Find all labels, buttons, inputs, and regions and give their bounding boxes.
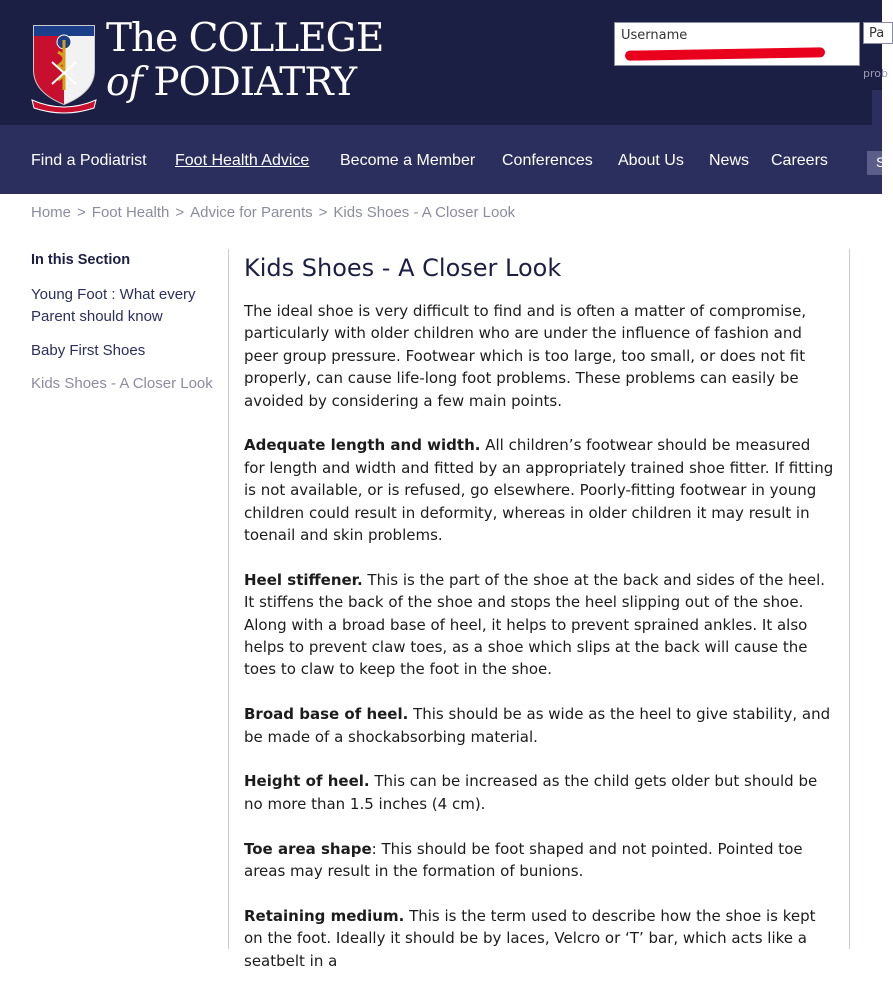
password-input[interactable] — [863, 22, 893, 44]
nav-news[interactable]: News — [709, 152, 750, 169]
nav-conferences[interactable]: Conferences — [502, 152, 593, 169]
breadcrumb-separator: > — [77, 204, 86, 221]
paragraph-heading: Retaining medium. — [244, 906, 405, 925]
paragraph-text: All children’s footwear should be measured for length and width and fitted by an appropriately trained shoe fitter. If fitting is not available, or is refused, go elsewhere. Poorly-fitting footwear in young children could result in deformity, whereas in older children it may result in toenail and skin problems. — [244, 436, 834, 545]
breadcrumb-foot-health[interactable]: Foot Health — [91, 204, 170, 221]
sidebar-title: In this Section — [31, 252, 131, 268]
paragraph-text: : This should be foot shaped and not pointed. Pointed toe areas may result in the formation of bunions. — [244, 839, 803, 881]
breadcrumb — [31, 204, 515, 221]
article-paragraph — [244, 434, 834, 546]
breadcrumb-separator: > — [175, 204, 185, 221]
paragraph-text: This should be as wide as the heel to give stability, and be made of a shockabsorbing material. — [244, 705, 831, 746]
college-crest-logo[interactable] — [30, 22, 98, 112]
sidebar-item-baby-first-shoes[interactable]: Baby First Shoes — [31, 342, 146, 359]
article-paragraph — [244, 703, 834, 748]
paragraph-heading: Broad base of heel. — [244, 705, 409, 724]
breadcrumb-advice-for-parents[interactable]: Advice for Parents — [190, 204, 313, 221]
page-title: Kids Shoes - A Closer Look — [244, 254, 562, 282]
logo-podiatry: PODIATRY — [153, 60, 357, 105]
article-paragraph — [244, 838, 834, 883]
paragraph-heading: Heel stiffener. — [244, 570, 363, 589]
logo-title-line2[interactable] — [106, 60, 356, 105]
paragraph-text: This is the part of the shoe at the back and sides of the heel. It stiffens the back of the shoe and stops the heel slipping out of the shoe. Along with a broad base of heel, it helps to prevent sprained ankles. It also helps to prevent claw toes, as a shoe which slips at the back will cause the toes to claw to keep the foot in the shoe. — [244, 570, 826, 679]
nav-careers[interactable]: Careers — [771, 152, 828, 169]
main-nav — [0, 125, 882, 194]
sidebar-item-young-foot[interactable]: Young Foot : What every Parent should know — [31, 286, 196, 325]
paragraph-heading: Height of heel. — [244, 772, 370, 791]
nav-search-button[interactable] — [867, 151, 886, 175]
article-paragraph — [244, 770, 834, 815]
breadcrumb-separator: > — [318, 204, 328, 221]
paragraph-text: This is the term used to describe how the shoe is kept on the foot. Ideally it should be by laces, Velcro or ‘T’ bar, which acts like a seatbelt in a — [244, 906, 816, 970]
logo-title-line1[interactable]: The COLLEGE — [106, 16, 384, 61]
site-header — [0, 0, 888, 125]
article-intro: The ideal shoe is very difficult to find and is often a matter of compromise, particularly with older children who are under the influence of fashion and peer group pressure. Footwear which is too large, too small, or does not fit properly, can cause life-long foot problems. These problems can easily be avoided by considering a few main points. — [244, 302, 807, 410]
header-tab — [872, 90, 882, 125]
username-label: Username — [621, 28, 688, 43]
redaction-mark — [625, 47, 825, 60]
article-paragraph — [244, 569, 834, 681]
nav-about-us[interactable]: About Us — [618, 152, 684, 169]
article-body — [244, 300, 834, 994]
paragraph-text: This can be increased as the child gets older but should be no more than 1.5 inches (4 cm). — [244, 772, 818, 813]
nav-find-a-podiatrist[interactable]: Find a Podiatrist — [31, 152, 147, 169]
breadcrumb-current: Kids Shoes - A Closer Look — [333, 204, 516, 221]
breadcrumb-home[interactable]: Home — [31, 204, 72, 221]
nav-search-label: S — [876, 154, 886, 170]
paragraph-heading: Adequate length and width. — [244, 436, 481, 455]
login-hint[interactable]: prob — [863, 67, 888, 80]
article-paragraph — [244, 905, 834, 972]
article-container — [228, 249, 850, 970]
nav-become-a-member[interactable]: Become a Member — [340, 152, 476, 169]
logo-of: of — [106, 60, 142, 105]
username-input[interactable] — [614, 22, 860, 66]
nav-foot-health-advice[interactable]: Foot Health Advice — [175, 152, 310, 169]
password-label: Pa — [869, 26, 885, 41]
sidebar-item-kids-shoes[interactable]: Kids Shoes - A Closer Look — [31, 375, 213, 392]
paragraph-heading: Toe area shape — [244, 839, 372, 858]
